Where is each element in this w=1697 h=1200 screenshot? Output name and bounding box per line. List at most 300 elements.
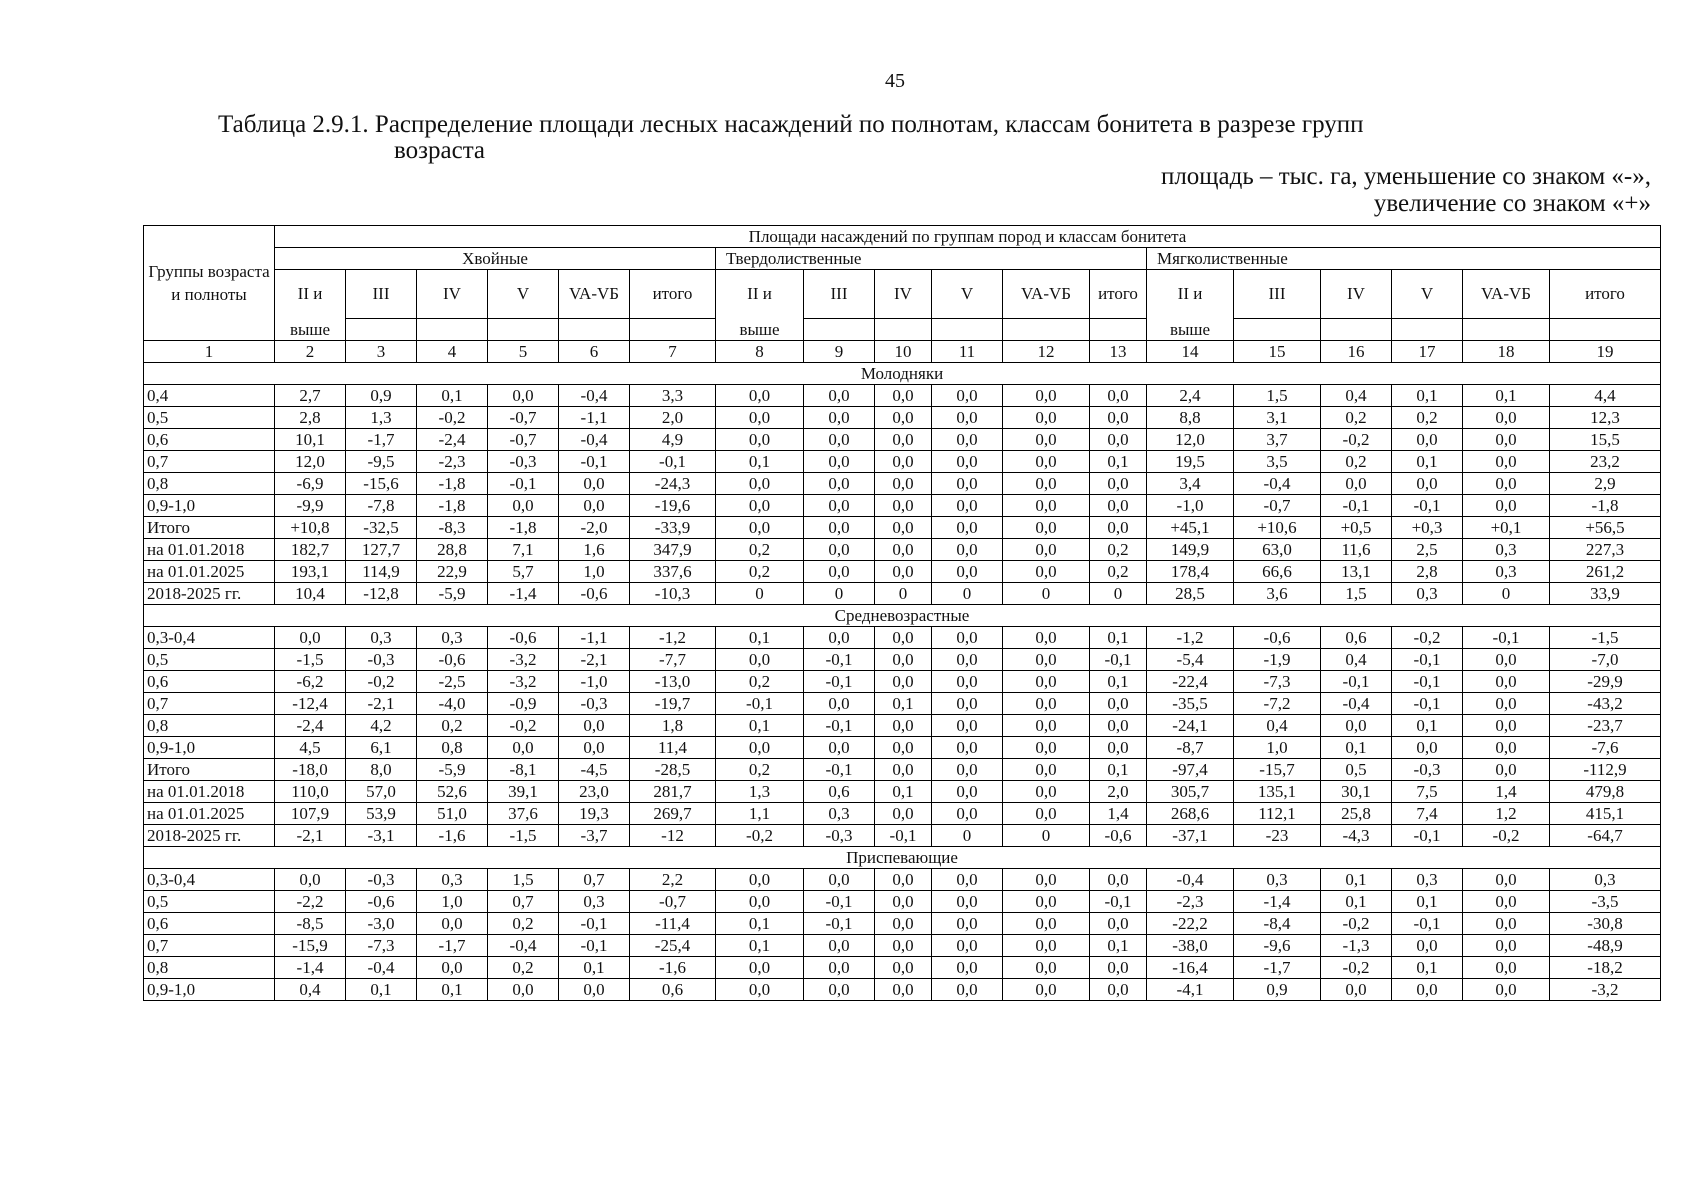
units-note-line2: увеличение со знаком «+» (1373, 190, 1651, 217)
table-row (144, 825, 1661, 847)
value-cell: 0,0 (716, 737, 804, 759)
value-cell: 0,0 (1463, 913, 1550, 935)
class-header-subcell: выше (275, 319, 346, 341)
value-cell: 0,0 (875, 473, 932, 495)
class-header-subcell (488, 319, 559, 341)
value-cell: -0,1 (1392, 825, 1463, 847)
value-cell: -2,5 (417, 671, 488, 693)
value-cell: 10,4 (275, 583, 346, 605)
value-cell: -5,9 (417, 583, 488, 605)
class-header-cell: итого (1090, 270, 1147, 319)
value-cell: -15,7 (1234, 759, 1321, 781)
value-cell: 0,0 (1392, 737, 1463, 759)
value-cell: 28,5 (1147, 583, 1234, 605)
value-cell: -12 (630, 825, 716, 847)
value-cell: 13,1 (1321, 561, 1392, 583)
value-cell: 0,0 (1463, 957, 1550, 979)
value-cell: -2,3 (417, 451, 488, 473)
value-cell: 193,1 (275, 561, 346, 583)
value-cell: 7,4 (1392, 803, 1463, 825)
forest-area-table (143, 225, 1661, 1001)
value-cell: -37,1 (1147, 825, 1234, 847)
value-cell: 0,0 (716, 891, 804, 913)
value-cell: 0,0 (804, 385, 875, 407)
value-cell: 0,0 (1003, 473, 1090, 495)
value-cell: 0,2 (1392, 407, 1463, 429)
main-header-cell: Площади насаждений по группам пород и классам бонитета (275, 226, 1661, 248)
value-cell: 268,6 (1147, 803, 1234, 825)
value-cell: 0,0 (1463, 473, 1550, 495)
column-number-cell: 10 (875, 341, 932, 363)
value-cell: 0,1 (1090, 759, 1147, 781)
class-header-cell: II и (275, 270, 346, 319)
value-cell: 0,2 (716, 671, 804, 693)
value-cell: 0,8 (417, 737, 488, 759)
value-cell: 0,1 (1321, 869, 1392, 891)
value-cell: -0,1 (488, 473, 559, 495)
table-row (144, 979, 1661, 1001)
class-header-subcell (1463, 319, 1550, 341)
value-cell: 0,0 (932, 979, 1003, 1001)
value-cell: -0,1 (804, 671, 875, 693)
value-cell: -1,5 (275, 649, 346, 671)
value-cell: -0,1 (1090, 649, 1147, 671)
row-label-cell: на 01.01.2018 (144, 781, 275, 803)
value-cell: -0,3 (1392, 759, 1463, 781)
value-cell: -0,4 (1321, 693, 1392, 715)
value-cell: 0,2 (716, 539, 804, 561)
class-header-subcell (417, 319, 488, 341)
value-cell: 0,3 (1234, 869, 1321, 891)
value-cell: 0,3 (417, 627, 488, 649)
value-cell: 0,0 (932, 737, 1003, 759)
value-cell: 305,7 (1147, 781, 1234, 803)
value-cell: 0,0 (1463, 979, 1550, 1001)
value-cell: -8,7 (1147, 737, 1234, 759)
value-cell: 1,3 (346, 407, 417, 429)
value-cell: 0,0 (804, 429, 875, 451)
value-cell: -32,5 (346, 517, 417, 539)
value-cell: 12,3 (1550, 407, 1661, 429)
value-cell: 1,1 (716, 803, 804, 825)
value-cell: -1,8 (417, 473, 488, 495)
class-header-cell: III (1234, 270, 1321, 319)
value-cell: -4,1 (1147, 979, 1234, 1001)
value-cell: 0,0 (932, 803, 1003, 825)
table-title-line2: возраста (394, 137, 486, 164)
value-cell: 0,0 (417, 913, 488, 935)
value-cell: -12,8 (346, 583, 417, 605)
value-cell: 2,8 (275, 407, 346, 429)
table-row (144, 935, 1661, 957)
value-cell: 0,1 (1392, 715, 1463, 737)
value-cell: 337,6 (630, 561, 716, 583)
value-cell: -0,1 (1392, 495, 1463, 517)
value-cell: 0,1 (1090, 671, 1147, 693)
class-header-subcell (630, 319, 716, 341)
value-cell: 2,7 (275, 385, 346, 407)
class-header-cell: итого (630, 270, 716, 319)
value-cell: 0,2 (417, 715, 488, 737)
value-cell: 0,0 (875, 407, 932, 429)
units-note-line1: площадь – тыс. га, уменьшение со знаком «-», (1160, 163, 1651, 190)
value-cell: -1,2 (630, 627, 716, 649)
value-cell: 0,0 (804, 473, 875, 495)
value-cell: 0,2 (716, 561, 804, 583)
row-label-cell: 0,9-1,0 (144, 737, 275, 759)
value-cell: 0,0 (932, 913, 1003, 935)
value-cell: -0,6 (559, 583, 630, 605)
value-cell: -9,5 (346, 451, 417, 473)
value-cell: 0,0 (804, 627, 875, 649)
row-label-cell: 0,5 (144, 891, 275, 913)
value-cell: 11,4 (630, 737, 716, 759)
header-row-groups (144, 248, 1661, 270)
table-row (144, 891, 1661, 913)
value-cell: 281,7 (630, 781, 716, 803)
value-cell: -24,3 (630, 473, 716, 495)
value-cell: 0,0 (932, 561, 1003, 583)
value-cell: -0,6 (1234, 627, 1321, 649)
value-cell: -0,4 (559, 429, 630, 451)
value-cell: 0,0 (875, 517, 932, 539)
value-cell: 0,0 (1090, 407, 1147, 429)
value-cell: 12,0 (275, 451, 346, 473)
value-cell: -0,1 (1392, 671, 1463, 693)
value-cell: 0,1 (1392, 385, 1463, 407)
value-cell: 135,1 (1234, 781, 1321, 803)
table-row (144, 759, 1661, 781)
value-cell: +10,8 (275, 517, 346, 539)
value-cell: 0,3 (559, 891, 630, 913)
value-cell: 0,0 (1003, 495, 1090, 517)
table-row (144, 913, 1661, 935)
value-cell: 0,2 (1321, 451, 1392, 473)
value-cell: 0,1 (1321, 891, 1392, 913)
header-row-main (144, 226, 1661, 248)
value-cell: 0,0 (875, 429, 932, 451)
value-cell: -0,4 (1147, 869, 1234, 891)
row-label-cell: 0,5 (144, 649, 275, 671)
value-cell: 53,9 (346, 803, 417, 825)
value-cell: -11,4 (630, 913, 716, 935)
column-number-cell: 1 (144, 341, 275, 363)
value-cell: 0,7 (488, 891, 559, 913)
value-cell: -0,3 (488, 451, 559, 473)
value-cell: -28,5 (630, 759, 716, 781)
row-label-cell: на 01.01.2018 (144, 539, 275, 561)
table-row (144, 693, 1661, 715)
value-cell: 1,0 (559, 561, 630, 583)
value-cell: 0,4 (1321, 385, 1392, 407)
value-cell: -8,1 (488, 759, 559, 781)
column-number-cell: 18 (1463, 341, 1550, 363)
value-cell: 0 (716, 583, 804, 605)
value-cell: 15,5 (1550, 429, 1661, 451)
value-cell: -0,1 (804, 715, 875, 737)
value-cell: 112,1 (1234, 803, 1321, 825)
table-row (144, 429, 1661, 451)
value-cell: 415,1 (1550, 803, 1661, 825)
value-cell: 0,0 (875, 539, 932, 561)
value-cell: -0,1 (559, 451, 630, 473)
header-row-classes (144, 270, 1661, 319)
column-number-cell: 11 (932, 341, 1003, 363)
value-cell: 0,0 (875, 803, 932, 825)
value-cell: 0,3 (1463, 539, 1550, 561)
value-cell: 0,0 (716, 385, 804, 407)
value-cell: -64,7 (1550, 825, 1661, 847)
value-cell: 0,0 (1003, 385, 1090, 407)
value-cell: -0,9 (488, 693, 559, 715)
value-cell: 0,0 (1463, 649, 1550, 671)
value-cell: -22,4 (1147, 671, 1234, 693)
value-cell: -8,4 (1234, 913, 1321, 935)
value-cell: 0,1 (875, 693, 932, 715)
value-cell: 0,0 (1463, 693, 1550, 715)
class-header-subcell (1392, 319, 1463, 341)
row-label-cell: 0,8 (144, 473, 275, 495)
value-cell: 51,0 (417, 803, 488, 825)
value-cell: -0,1 (804, 649, 875, 671)
value-cell: 0,1 (716, 451, 804, 473)
row-label-cell: 0,8 (144, 957, 275, 979)
value-cell: 3,6 (1234, 583, 1321, 605)
value-cell: 0,0 (875, 759, 932, 781)
row-label-cell: 0,6 (144, 671, 275, 693)
value-cell: 0,0 (1463, 869, 1550, 891)
value-cell: +0,3 (1392, 517, 1463, 539)
value-cell: -0,1 (1321, 671, 1392, 693)
value-cell: -22,2 (1147, 913, 1234, 935)
value-cell: -9,9 (275, 495, 346, 517)
value-cell: -4,3 (1321, 825, 1392, 847)
value-cell: 0,2 (1321, 407, 1392, 429)
value-cell: 3,7 (1234, 429, 1321, 451)
value-cell: 0,0 (932, 429, 1003, 451)
value-cell: 0,0 (875, 957, 932, 979)
value-cell: -43,2 (1550, 693, 1661, 715)
value-cell: 0,0 (804, 737, 875, 759)
value-cell: 0,0 (875, 979, 932, 1001)
value-cell: -9,6 (1234, 935, 1321, 957)
value-cell: 0 (1003, 825, 1090, 847)
value-cell: -0,1 (804, 913, 875, 935)
value-cell: -1,4 (488, 583, 559, 605)
value-cell: -35,5 (1147, 693, 1234, 715)
value-cell: 0,0 (559, 737, 630, 759)
row-label-cell: 0,7 (144, 451, 275, 473)
table-row (144, 451, 1661, 473)
value-cell: 0,0 (1321, 473, 1392, 495)
value-cell: 0,2 (1090, 561, 1147, 583)
value-cell: 127,7 (346, 539, 417, 561)
value-cell: 0,0 (1003, 649, 1090, 671)
value-cell: 4,9 (630, 429, 716, 451)
value-cell: 0,0 (1392, 979, 1463, 1001)
value-cell: 0,0 (1463, 759, 1550, 781)
value-cell: 0,0 (1463, 671, 1550, 693)
table-row (144, 715, 1661, 737)
value-cell: 182,7 (275, 539, 346, 561)
value-cell: 0,0 (275, 869, 346, 891)
value-cell: 0,2 (488, 913, 559, 935)
value-cell: 4,4 (1550, 385, 1661, 407)
value-cell: 0,3 (1463, 561, 1550, 583)
row-label-cell: на 01.01.2025 (144, 803, 275, 825)
value-cell: 269,7 (630, 803, 716, 825)
value-cell: -7,3 (346, 935, 417, 957)
value-cell: 0,0 (1463, 407, 1550, 429)
value-cell: -2,4 (417, 429, 488, 451)
value-cell: -0,1 (1463, 627, 1550, 649)
value-cell: 0,0 (1463, 737, 1550, 759)
row-label-cell: на 01.01.2025 (144, 561, 275, 583)
value-cell: 0,0 (1090, 737, 1147, 759)
value-cell: 0,1 (346, 979, 417, 1001)
value-cell: -0,6 (346, 891, 417, 913)
value-cell: 0,0 (932, 957, 1003, 979)
value-cell: 0,0 (1090, 957, 1147, 979)
value-cell: 0,0 (804, 539, 875, 561)
value-cell: 0,9 (1234, 979, 1321, 1001)
value-cell: 2,8 (1392, 561, 1463, 583)
row-label-cell: Итого (144, 517, 275, 539)
section-row (144, 847, 1661, 869)
value-cell: 0,2 (716, 759, 804, 781)
value-cell: -0,1 (1392, 649, 1463, 671)
section-title-cell: Молодняки (144, 363, 1661, 385)
value-cell: 0,0 (1003, 913, 1090, 935)
value-cell: 19,3 (559, 803, 630, 825)
value-cell: -15,6 (346, 473, 417, 495)
class-header-subcell: выше (716, 319, 804, 341)
value-cell: 0,0 (875, 891, 932, 913)
value-cell: -5,9 (417, 759, 488, 781)
value-cell: -3,0 (346, 913, 417, 935)
value-cell: 8,8 (1147, 407, 1234, 429)
value-cell: 57,0 (346, 781, 417, 803)
value-cell: +0,1 (1463, 517, 1550, 539)
value-cell: 0,0 (804, 693, 875, 715)
row-label-cell: 0,3-0,4 (144, 627, 275, 649)
value-cell: 0,0 (932, 473, 1003, 495)
value-cell: 347,9 (630, 539, 716, 561)
value-cell: -3,2 (488, 671, 559, 693)
value-cell: 0,1 (1321, 737, 1392, 759)
class-header-cell: VA-VБ (1003, 270, 1090, 319)
value-cell: -0,1 (804, 891, 875, 913)
value-cell: 3,4 (1147, 473, 1234, 495)
value-cell: 0,0 (875, 671, 932, 693)
value-cell: 0,0 (1392, 935, 1463, 957)
value-cell: 0,1 (1392, 957, 1463, 979)
value-cell: 4,2 (346, 715, 417, 737)
value-cell: 2,9 (1550, 473, 1661, 495)
value-cell: 0,0 (1003, 869, 1090, 891)
value-cell: 0 (804, 583, 875, 605)
value-cell: 0,0 (932, 869, 1003, 891)
value-cell: 0,0 (932, 935, 1003, 957)
value-cell: -1,7 (417, 935, 488, 957)
value-cell: -0,6 (488, 627, 559, 649)
value-cell: 0,2 (488, 957, 559, 979)
value-cell: 0,0 (1463, 429, 1550, 451)
value-cell: -2,0 (559, 517, 630, 539)
row-label-cell: 0,8 (144, 715, 275, 737)
value-cell: 0,0 (875, 737, 932, 759)
value-cell: 1,0 (417, 891, 488, 913)
value-cell: 0,0 (804, 869, 875, 891)
value-cell: -0,1 (559, 913, 630, 935)
value-cell: 0,0 (804, 451, 875, 473)
table-row (144, 649, 1661, 671)
value-cell: -0,1 (1321, 495, 1392, 517)
value-cell: 114,9 (346, 561, 417, 583)
value-cell: 0,0 (1003, 517, 1090, 539)
section-row (144, 605, 1661, 627)
value-cell: -23,7 (1550, 715, 1661, 737)
section-title-cell: Приспевающие (144, 847, 1661, 869)
value-cell: -0,2 (1321, 913, 1392, 935)
value-cell: 0,0 (1003, 671, 1090, 693)
value-cell: 0,5 (1321, 759, 1392, 781)
value-cell: 107,9 (275, 803, 346, 825)
value-cell: 0,3 (1392, 869, 1463, 891)
class-header-cell: IV (875, 270, 932, 319)
value-cell: 0,0 (932, 715, 1003, 737)
value-cell: 0,0 (1090, 517, 1147, 539)
value-cell: -1,4 (1234, 891, 1321, 913)
row-label-cell: Итого (144, 759, 275, 781)
group-header-hardwoods: Твердолиственные (716, 248, 1147, 270)
value-cell: 0,0 (1463, 495, 1550, 517)
value-cell: -12,4 (275, 693, 346, 715)
table-row (144, 539, 1661, 561)
value-cell: 0,0 (1392, 429, 1463, 451)
table-row (144, 869, 1661, 891)
value-cell: -1,8 (488, 517, 559, 539)
column-number-cell: 5 (488, 341, 559, 363)
value-cell: 2,0 (630, 407, 716, 429)
value-cell: 0,0 (559, 473, 630, 495)
value-cell: 8,0 (346, 759, 417, 781)
value-cell: 0,0 (875, 627, 932, 649)
page-number: 45 (885, 70, 905, 92)
value-cell: 227,3 (1550, 539, 1661, 561)
table-row (144, 957, 1661, 979)
value-cell: -38,0 (1147, 935, 1234, 957)
class-header-cell: IV (417, 270, 488, 319)
value-cell: +45,1 (1147, 517, 1234, 539)
value-cell: 25,8 (1321, 803, 1392, 825)
table-row (144, 385, 1661, 407)
value-cell: 0,1 (417, 385, 488, 407)
value-cell: -0,1 (1090, 891, 1147, 913)
table-row (144, 781, 1661, 803)
value-cell: 0,1 (875, 781, 932, 803)
units-note (751, 163, 1651, 217)
column-number-cell: 3 (346, 341, 417, 363)
value-cell: -1,1 (559, 627, 630, 649)
value-cell: -1,7 (1234, 957, 1321, 979)
value-cell: 0,0 (804, 407, 875, 429)
value-cell: -0,2 (1463, 825, 1550, 847)
value-cell: 66,6 (1234, 561, 1321, 583)
value-cell: 0,0 (932, 495, 1003, 517)
value-cell: -16,4 (1147, 957, 1234, 979)
value-cell: 0,0 (932, 671, 1003, 693)
